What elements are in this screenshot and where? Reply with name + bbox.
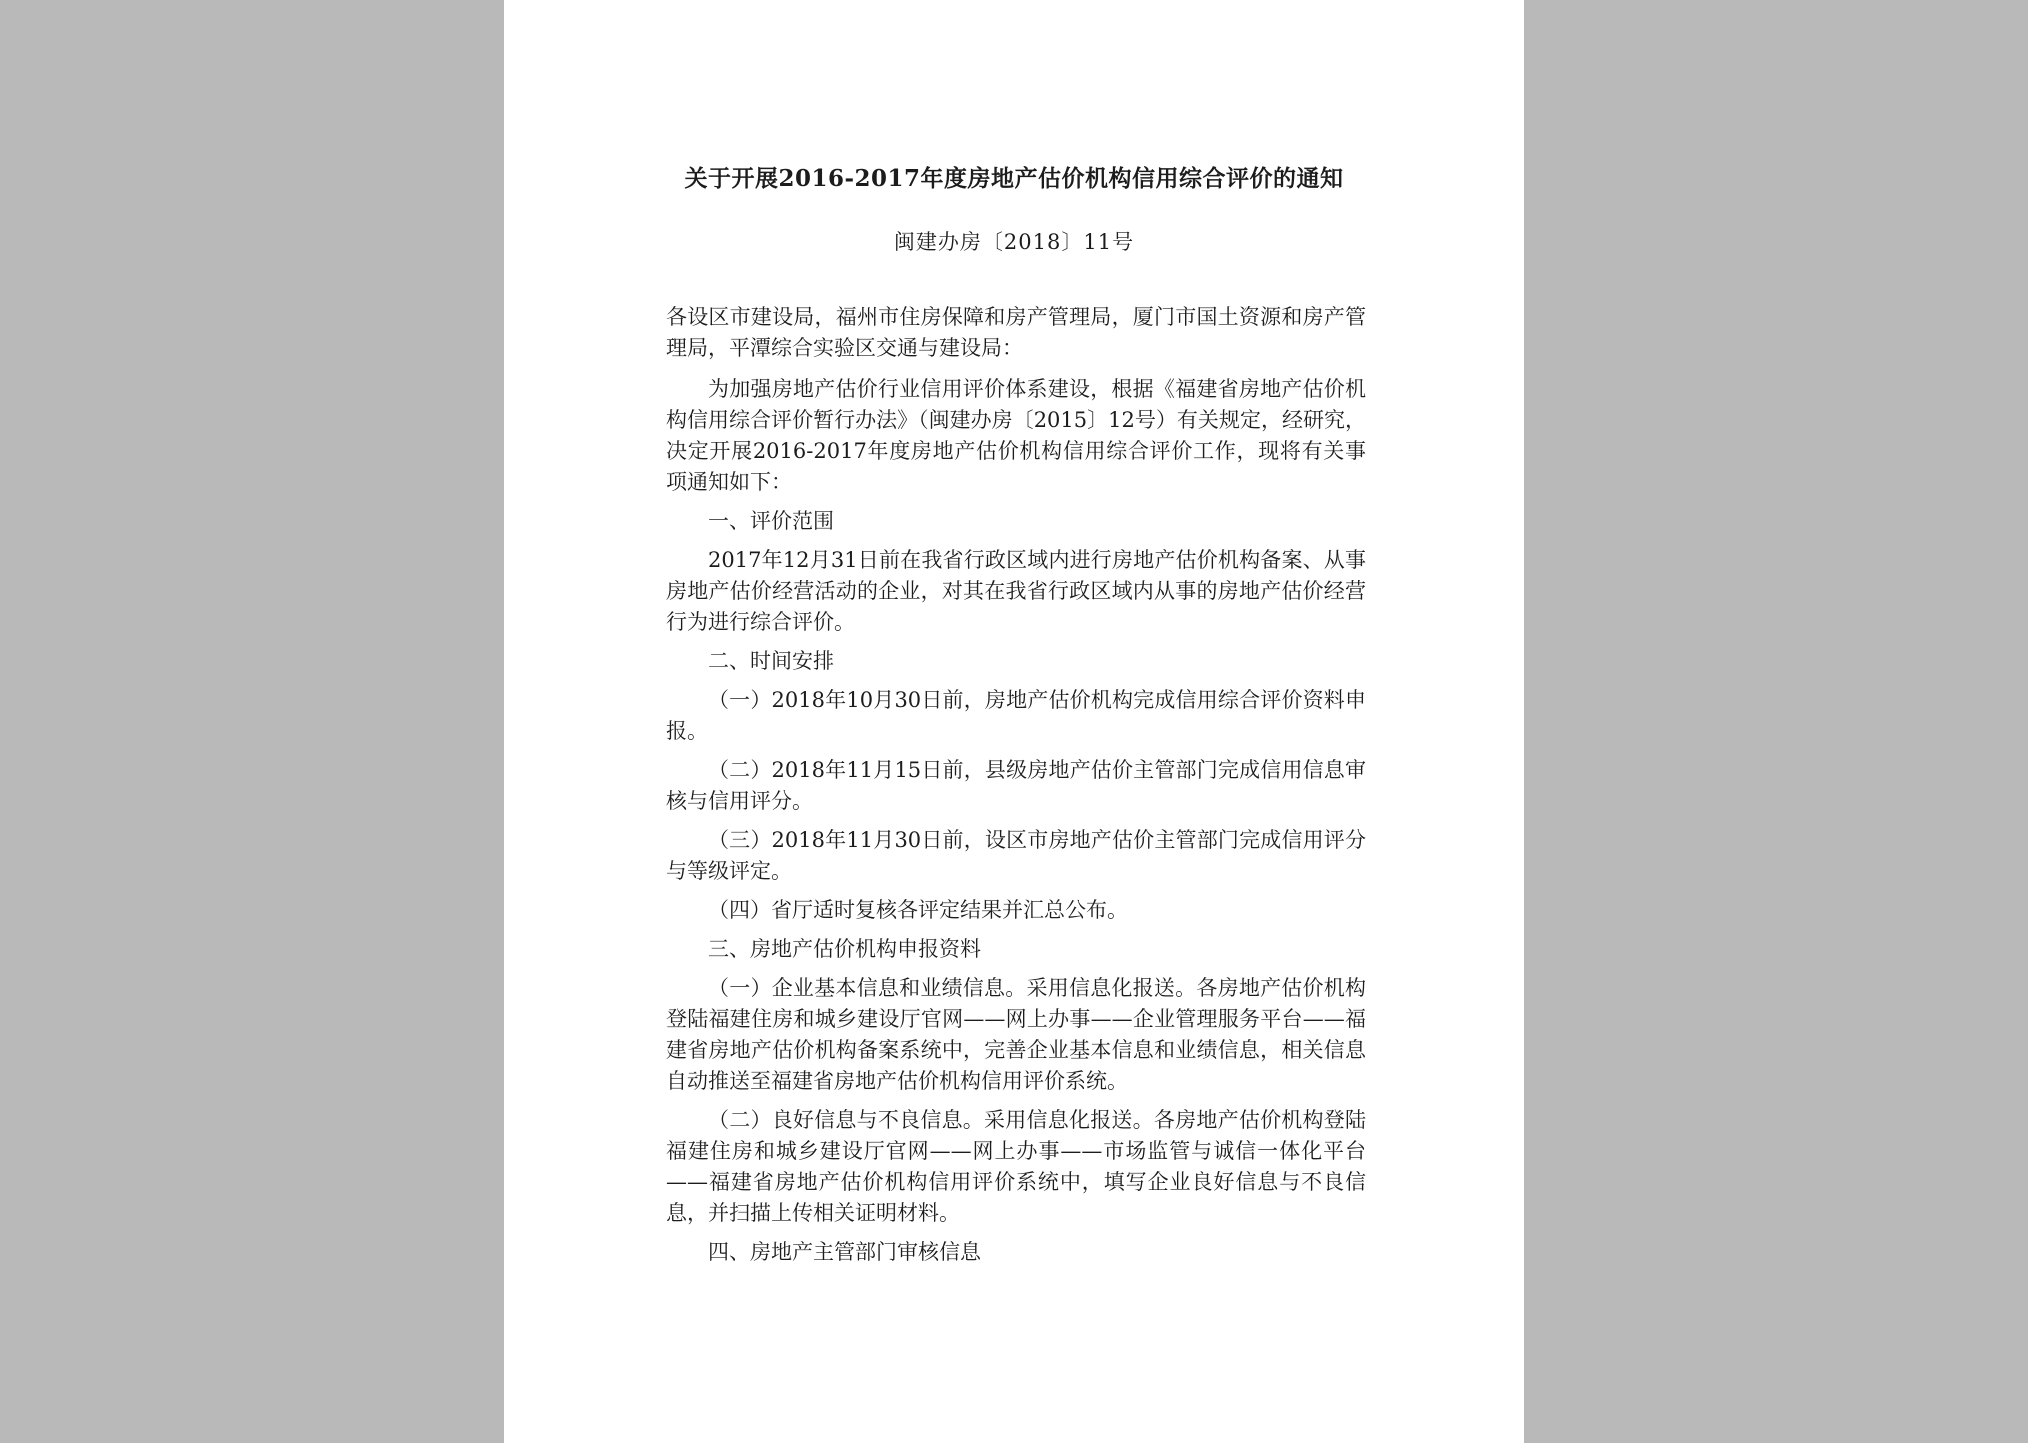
addressee-paragraph: 各设区市建设局，福州市住房保障和房产管理局，厦门市国土资源和房产管理局，平潭综合实验区交通与建设局：	[666, 305, 1366, 360]
section-heading: 一、评价范围	[708, 509, 834, 533]
list-item: （一）2018年10月30日前，房地产估价机构完成信用综合评价资料申报。	[666, 688, 1366, 743]
document-title: 关于开展2016-2017年度房地产估价机构信用综合评价的通知	[684, 165, 1344, 192]
list-item: （二）良好信息与不良信息。采用信息化报送。各房地产估价机构登陆福建住房和城乡建设厅官网——网上办事——市场监管与诚信一体化平台——福建省房地产估价机构信用评价系统中，填写企业良好信息与不良信息，并扫描上传相关证明材料。	[666, 1108, 1366, 1225]
document-page	[504, 0, 1524, 1443]
intro-paragraph: 为加强房地产估价行业信用评价体系建设，根据《福建省房地产估价机构信用综合评价暂行办法》（闽建办房〔2015〕12号）有关规定，经研究，决定开展2016-2017年度房地产估价机构信用综合评价工作，现将有关事项通知如下：	[666, 377, 1366, 494]
section-paragraph: 2017年12月31日前在我省行政区域内进行房地产估价机构备案、从事房地产估价经营活动的企业，对其在我省行政区域内从事的房地产估价经营行为进行综合评价。	[666, 548, 1366, 634]
document-body	[666, 302, 1366, 1276]
section-heading: 二、时间安排	[708, 649, 834, 673]
list-item: （二）2018年11月15日前，县级房地产估价主管部门完成信用信息审核与信用评分。	[666, 758, 1366, 813]
section-heading: 三、房地产估价机构申报资料	[708, 937, 981, 961]
document-number: 闽建办房〔2018〕11号	[893, 230, 1135, 254]
list-item: （四）省厅适时复核各评定结果并汇总公布。	[708, 898, 1128, 922]
list-item: （一）企业基本信息和业绩信息。采用信息化报送。各房地产估价机构登陆福建住房和城乡建设厅官网——网上办事——企业管理服务平台——福建省房地产估价机构备案系统中，完善企业基本信息和业绩信息，相关信息自动推送至福建省房地产估价机构信用评价系统。	[666, 976, 1366, 1093]
section-heading: 四、房地产主管部门审核信息	[708, 1240, 981, 1264]
list-item: （三）2018年11月30日前，设区市房地产估价主管部门完成信用评分与等级评定。	[666, 828, 1366, 883]
